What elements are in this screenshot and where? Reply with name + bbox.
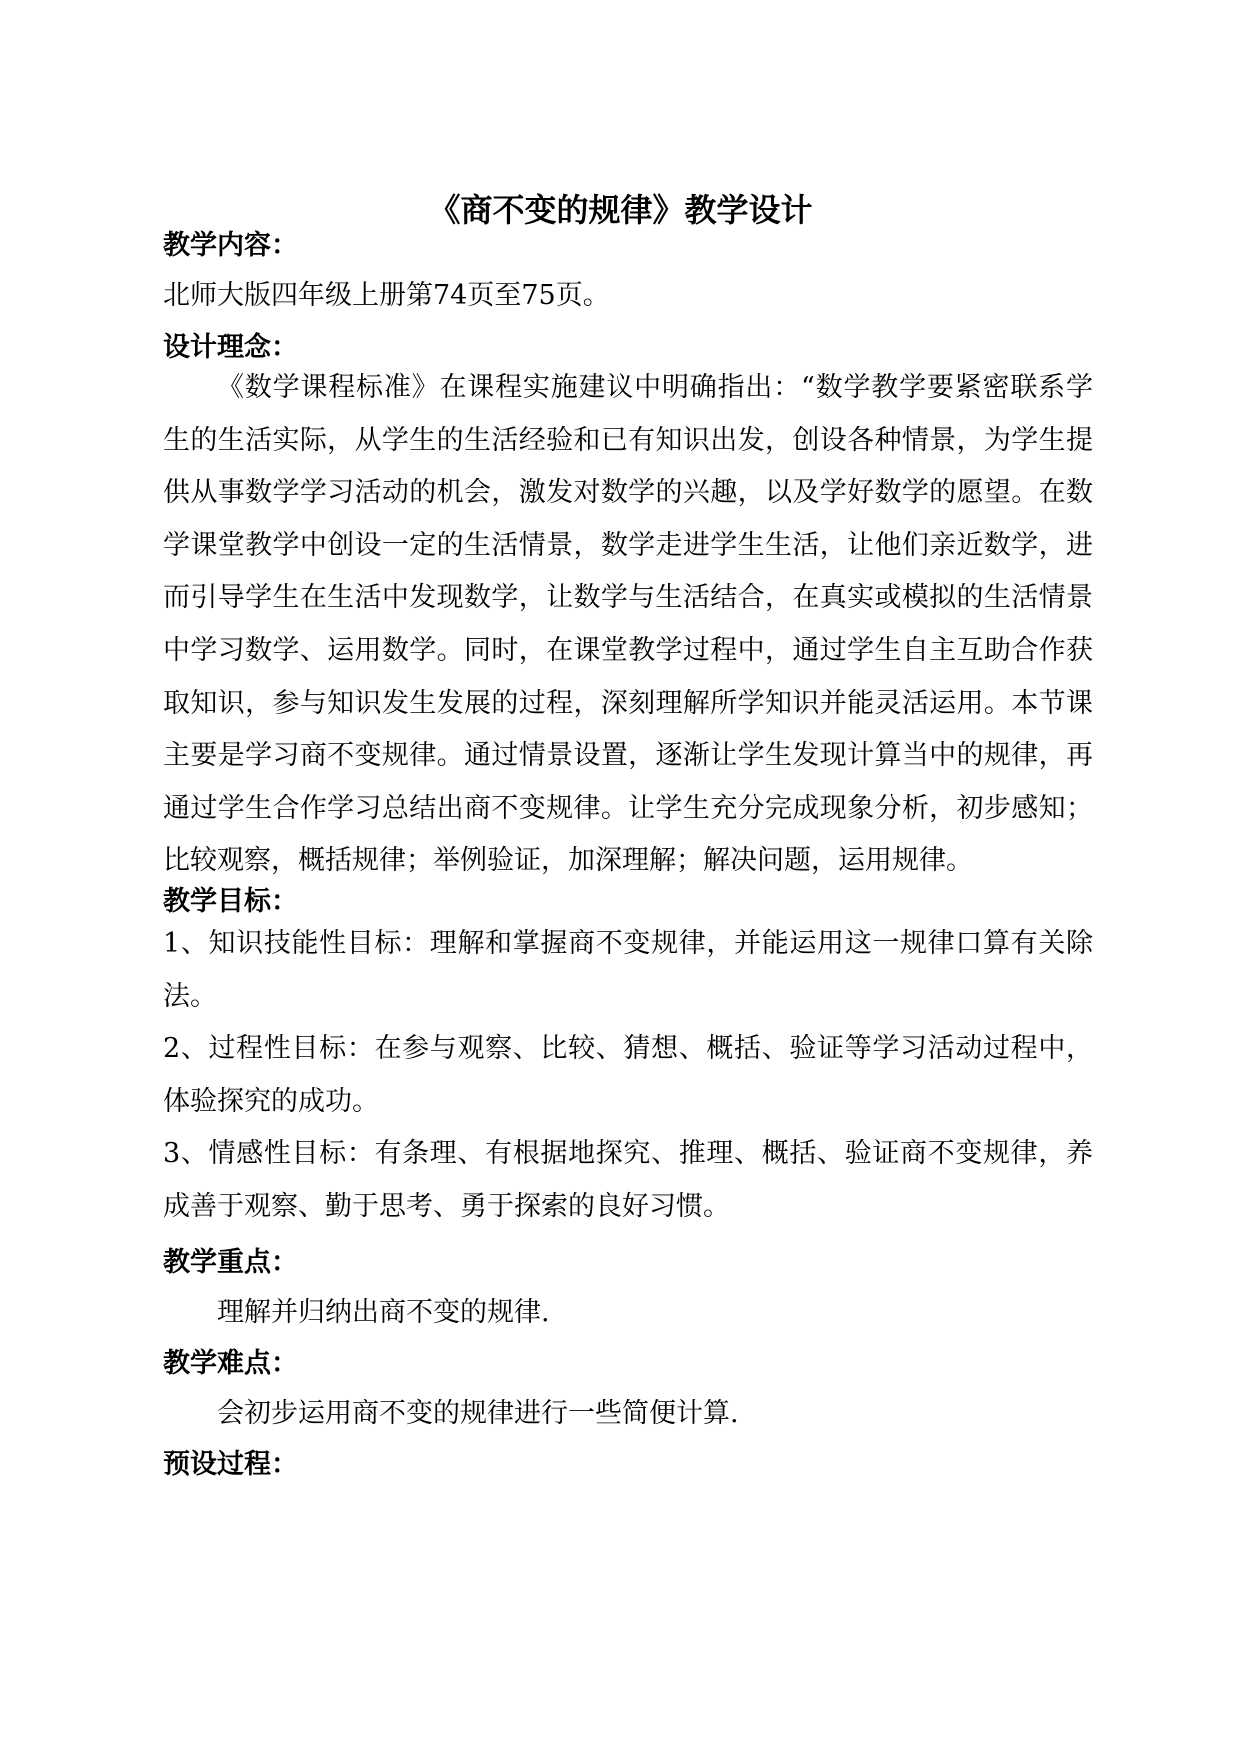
heading-teaching-content: 教学内容： <box>163 230 298 261</box>
key-points-text: 理解并归纳出商不变的规律. <box>217 1297 550 1328</box>
heading-key-points: 教学重点： <box>163 1247 298 1278</box>
document-title: 《商不变的规律》教学设计 <box>428 191 813 229</box>
teaching-content-text: 北师大版四年级上册第74页至75页。 <box>163 280 610 311</box>
heading-preset-process: 预设过程： <box>163 1449 298 1480</box>
design-concept-paragraph: 《数学课程标准》在课程实施建议中明确指出：“数学教学要紧密联系学生的生活实际，从学生的生活经验和已有知识出发，创设各种情景，为学生提供从事数学学习活动的机会，激发对数学的兴趣，以及学好数学的愿望。在数学课堂教学中创设一定的生活情景，数学走进学生生活，让他们亲近数学，进而引导学生在生活中发现数学，让数学与生活结合，在真实或模拟的生活情景中学习数学、运用数学。同时，在课堂教学过程中，通过学生自主互助合作获取知识，参与知识发生发展的过程，深刻理解所学知识并能灵活运用。本节课主要是学习商不变规律。通过情景设置，逐渐让学生发现计算当中的规律，再通过学生合作学习总结出商不变规律。让学生充分完成现象分析，初步感知；比较观察，概括规律；举例验证，加深理解；解决问题，运用规律。 <box>163 372 1093 877</box>
heading-design-concept: 设计理念： <box>163 332 298 363</box>
goal-item-3: 3、情感性目标：有条理、有根据地探究、推理、概括、验证商不变规律，养成善于观察、勤于思考、勇于探索的良好习惯。 <box>163 1138 1093 1222</box>
goal-item-2: 2、过程性目标：在参与观察、比较、猜想、概括、验证等学习活动过程中，体验探究的成功。 <box>163 1033 1093 1117</box>
heading-teaching-goals: 教学目标： <box>163 886 298 917</box>
goal-item-1: 1、知识技能性目标：理解和掌握商不变规律，并能运用这一规律口算有关除法。 <box>163 928 1093 1012</box>
difficulties-text: 会初步运用商不变的规律进行一些简便计算. <box>217 1398 739 1429</box>
heading-difficulties: 教学难点： <box>163 1348 298 1379</box>
